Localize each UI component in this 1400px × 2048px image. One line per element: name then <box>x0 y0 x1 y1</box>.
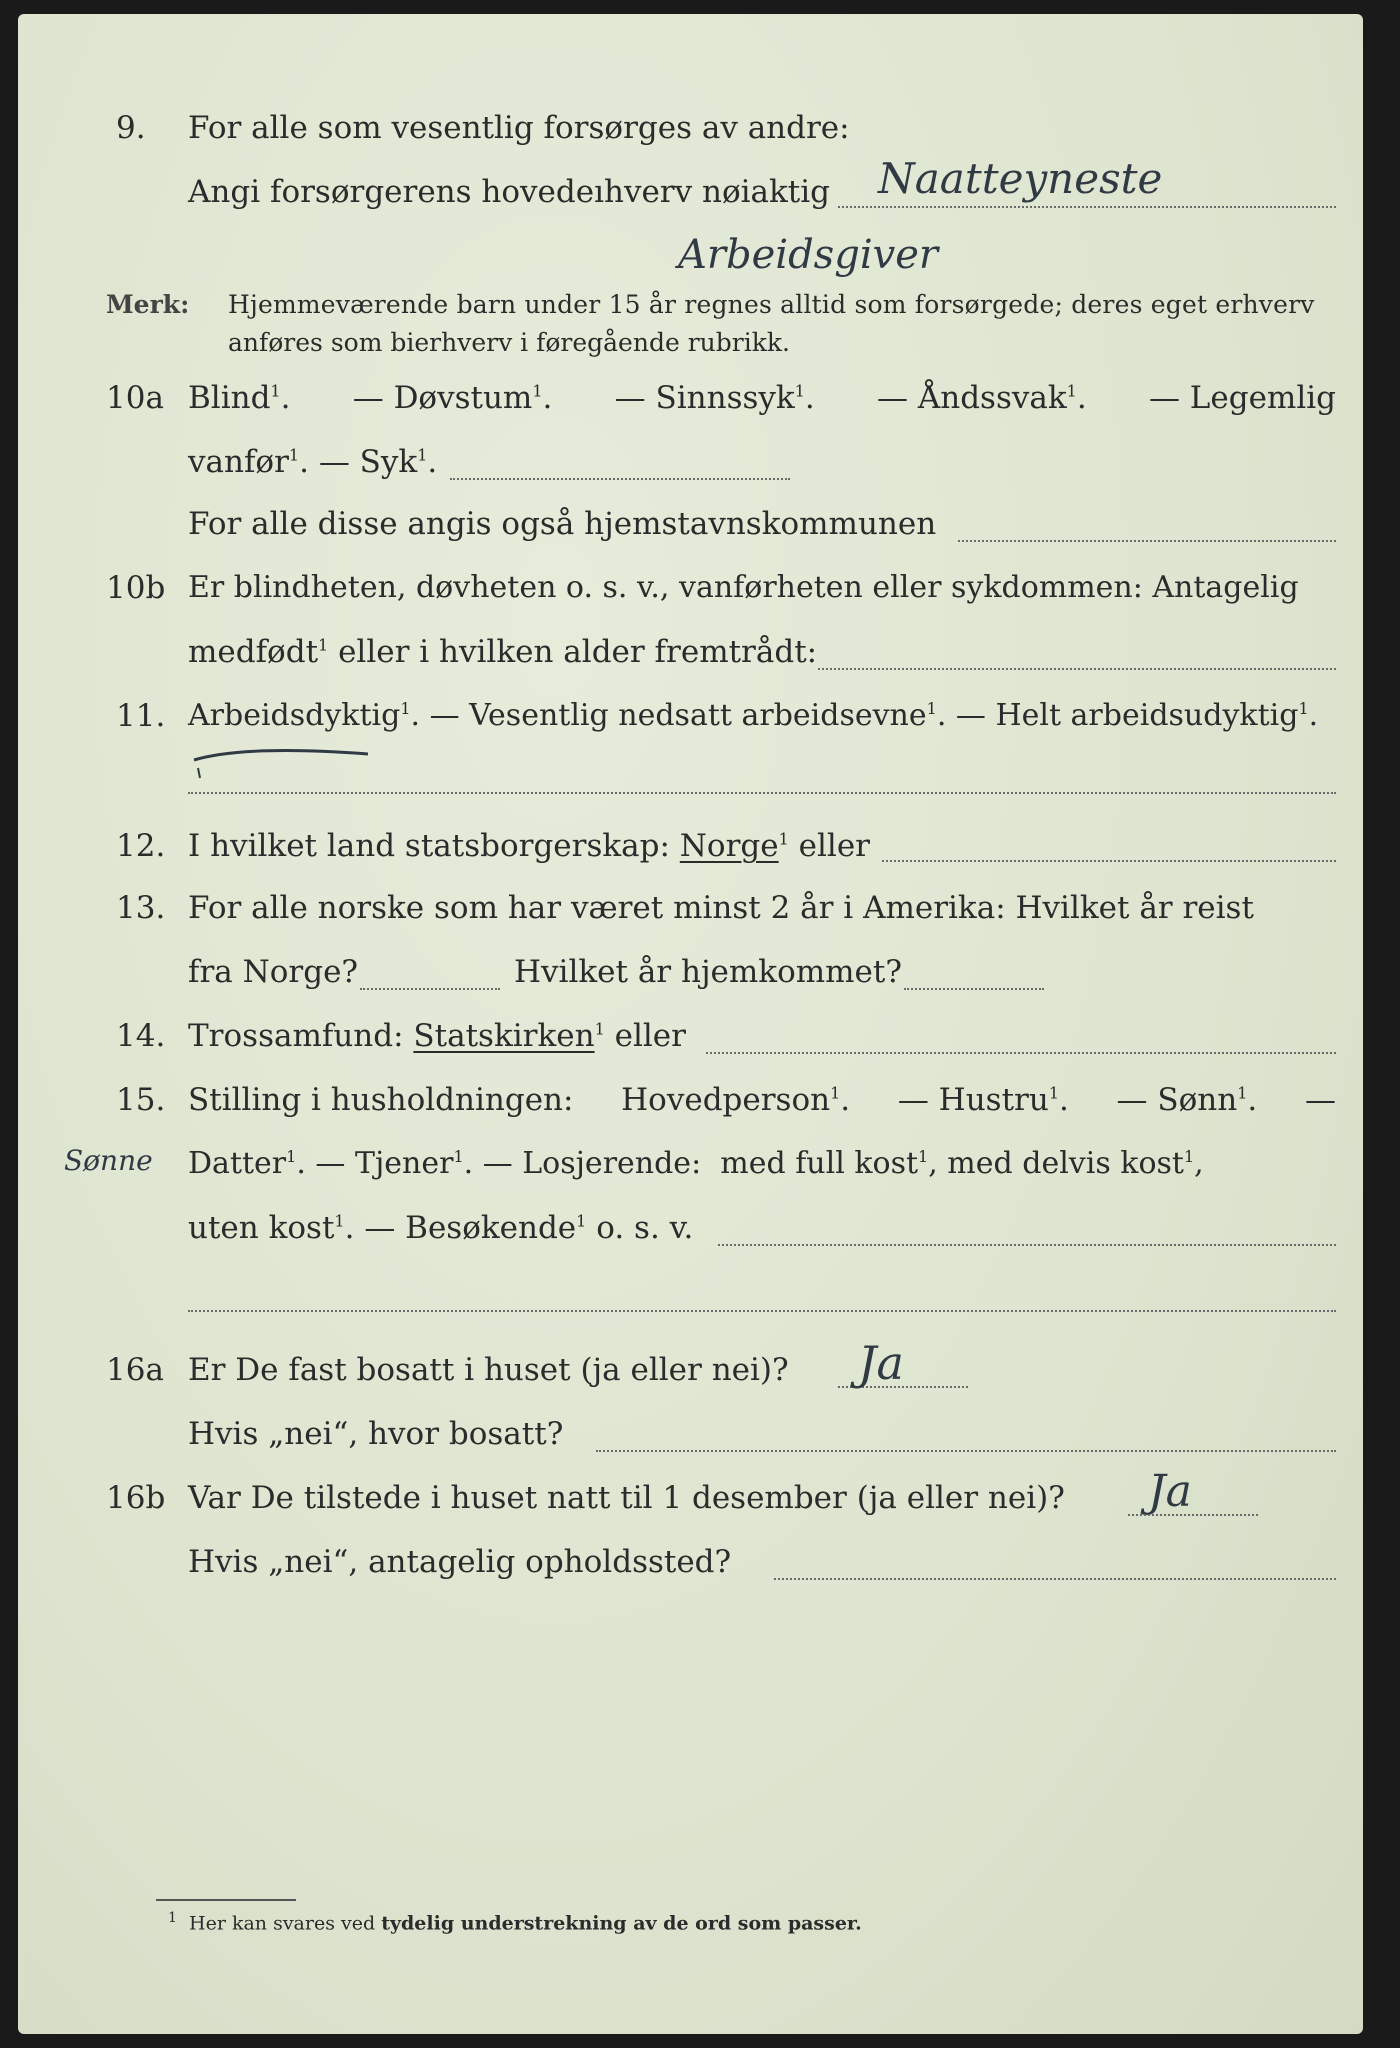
q15-line2: Datter$^1$. — Tjener$^1$. — Losjerende: med full kost$^1$, med delvis kost$^1$, <box>188 1146 1204 1181</box>
q10a-answer-line <box>450 478 790 480</box>
q16a-bosatt-line <box>596 1450 1336 1452</box>
q11-arbeidsdyktig: Arbeidsdyktig <box>188 698 401 733</box>
q9-handwritten-occupation: Naatteyneste <box>878 154 1163 203</box>
q9-line2: Angi forsørgerens hovedeıhverv nøiaktig <box>188 174 831 210</box>
q16b-line2: Hvis „nei“, antagelig opholdssted? <box>188 1544 732 1580</box>
q10b-line1: Er blindheten, døvheten o. s. v., vanførheten eller sykdommen: Antagelig <box>188 570 1299 605</box>
q10a-line3: For alle disse angis også hjemstavnskommunen <box>188 506 937 542</box>
q16b-opholdssted-line <box>774 1578 1336 1580</box>
q10a-blind: Blind$^1$. <box>188 380 291 416</box>
q13-line2b: Hvilket år hjemkommet? <box>514 954 902 990</box>
q14-statskirken-underlined: Statskirken <box>413 1018 595 1054</box>
q16b-number: 16b <box>106 1480 166 1516</box>
q16b-line1: Var De tilstede i huset natt til 1 desember (ja eller nei)? <box>188 1480 1065 1516</box>
footnote-rule <box>156 1899 296 1901</box>
q10a-line2: vanfør$^1$. — Syk$^1$. <box>188 444 438 480</box>
q16b-handwritten-answer: Ja <box>1148 1466 1192 1517</box>
q15-number: 15. <box>116 1082 166 1118</box>
footnote-bold: tydelig understrekning av de ord som passer. <box>381 1912 862 1935</box>
q13-hjemkommet-line <box>904 988 1044 990</box>
q14-answer-line <box>706 1052 1336 1054</box>
q11-handwritten-underline <box>188 742 388 782</box>
q13-line2a: fra Norge? <box>188 954 359 990</box>
q13-reist-line <box>360 988 500 990</box>
q10b-number: 10b <box>106 570 166 606</box>
q9-number: 9. <box>116 110 146 146</box>
q16a-handwritten-answer: Ja <box>858 1336 904 1390</box>
q9-line1: For alle som vesentlig forsørges av andre: <box>188 110 850 146</box>
merk-line2: anføres som bierhverv i føregående rubrikk. <box>228 328 790 357</box>
q9-handwritten-employer: Arbeidsgiver <box>678 232 938 278</box>
q10a-line1 <box>188 380 1336 416</box>
q10a-hjemstavn-line <box>958 540 1336 542</box>
q11-number: 11. <box>116 698 166 734</box>
q10a-sinnssyk: — Sinnssyk$^1$. <box>614 380 815 416</box>
q10a-andssvak: — Åndssvak$^1$. <box>877 380 1087 416</box>
q13-line1: For alle norske som har været minst 2 år i Amerika: Hvilket år reist <box>188 890 1254 926</box>
q16a-line1: Er De fast bosatt i huset (ja eller nei)? <box>188 1352 789 1388</box>
q15-line3: uten kost$^1$. — Besøkende$^1$ o. s. v. <box>188 1210 694 1246</box>
census-form-page <box>18 14 1363 2034</box>
q12-norge-underlined: Norge <box>679 828 779 864</box>
q15-line1: Stilling i husholdningen: Hovedperson$^1$. — Hustru$^1$. — Sønn$^1$. — <box>188 1082 1336 1118</box>
q16a-line2: Hvis „nei“, hvor bosatt? <box>188 1416 564 1452</box>
q11-answer-line <box>188 792 1336 794</box>
q13-number: 13. <box>116 890 166 926</box>
q15-handwritten-role: Sønne <box>64 1144 153 1177</box>
q10b-answer-line <box>818 668 1336 670</box>
q10a-dovstum: — Døvstum$^1$. <box>352 380 553 416</box>
q15-answer-line2 <box>188 1310 1336 1312</box>
q12-answer-line <box>882 860 1336 862</box>
q14-number: 14. <box>116 1018 166 1054</box>
q10b-line2: medfødt$^1$ eller i hvilken alder fremtrådt: <box>188 634 818 670</box>
q14-line: Trossamfund: Statskirken$^1$ eller <box>188 1018 686 1054</box>
q9-answer-line <box>838 206 1336 208</box>
q12-line: I hvilket land statsborgerskap: Norge$^1$ eller <box>188 828 870 864</box>
q16b-answer-line <box>1128 1514 1258 1516</box>
merk-line1: Hjemmeværende barn under 15 år regnes alltid som forsørgede; deres eget erhverv <box>228 290 1315 319</box>
merk-label: Merk: <box>106 290 190 319</box>
q10a-number: 10a <box>106 380 164 416</box>
footnote: $^1$ Her kan svares ved tydelig understrekning av de ord som passer. <box>168 1910 862 1935</box>
q10a-legemlig: — Legemlig <box>1148 380 1336 416</box>
q16a-number: 16a <box>106 1352 164 1388</box>
q12-number: 12. <box>116 828 166 864</box>
q15-answer-line1 <box>718 1244 1336 1246</box>
q11-line: Arbeidsdyktig$^1$. — Vesentlig nedsatt arbeidsevne$^1$. — Helt arbeidsudyktig$^1$. <box>188 698 1319 733</box>
